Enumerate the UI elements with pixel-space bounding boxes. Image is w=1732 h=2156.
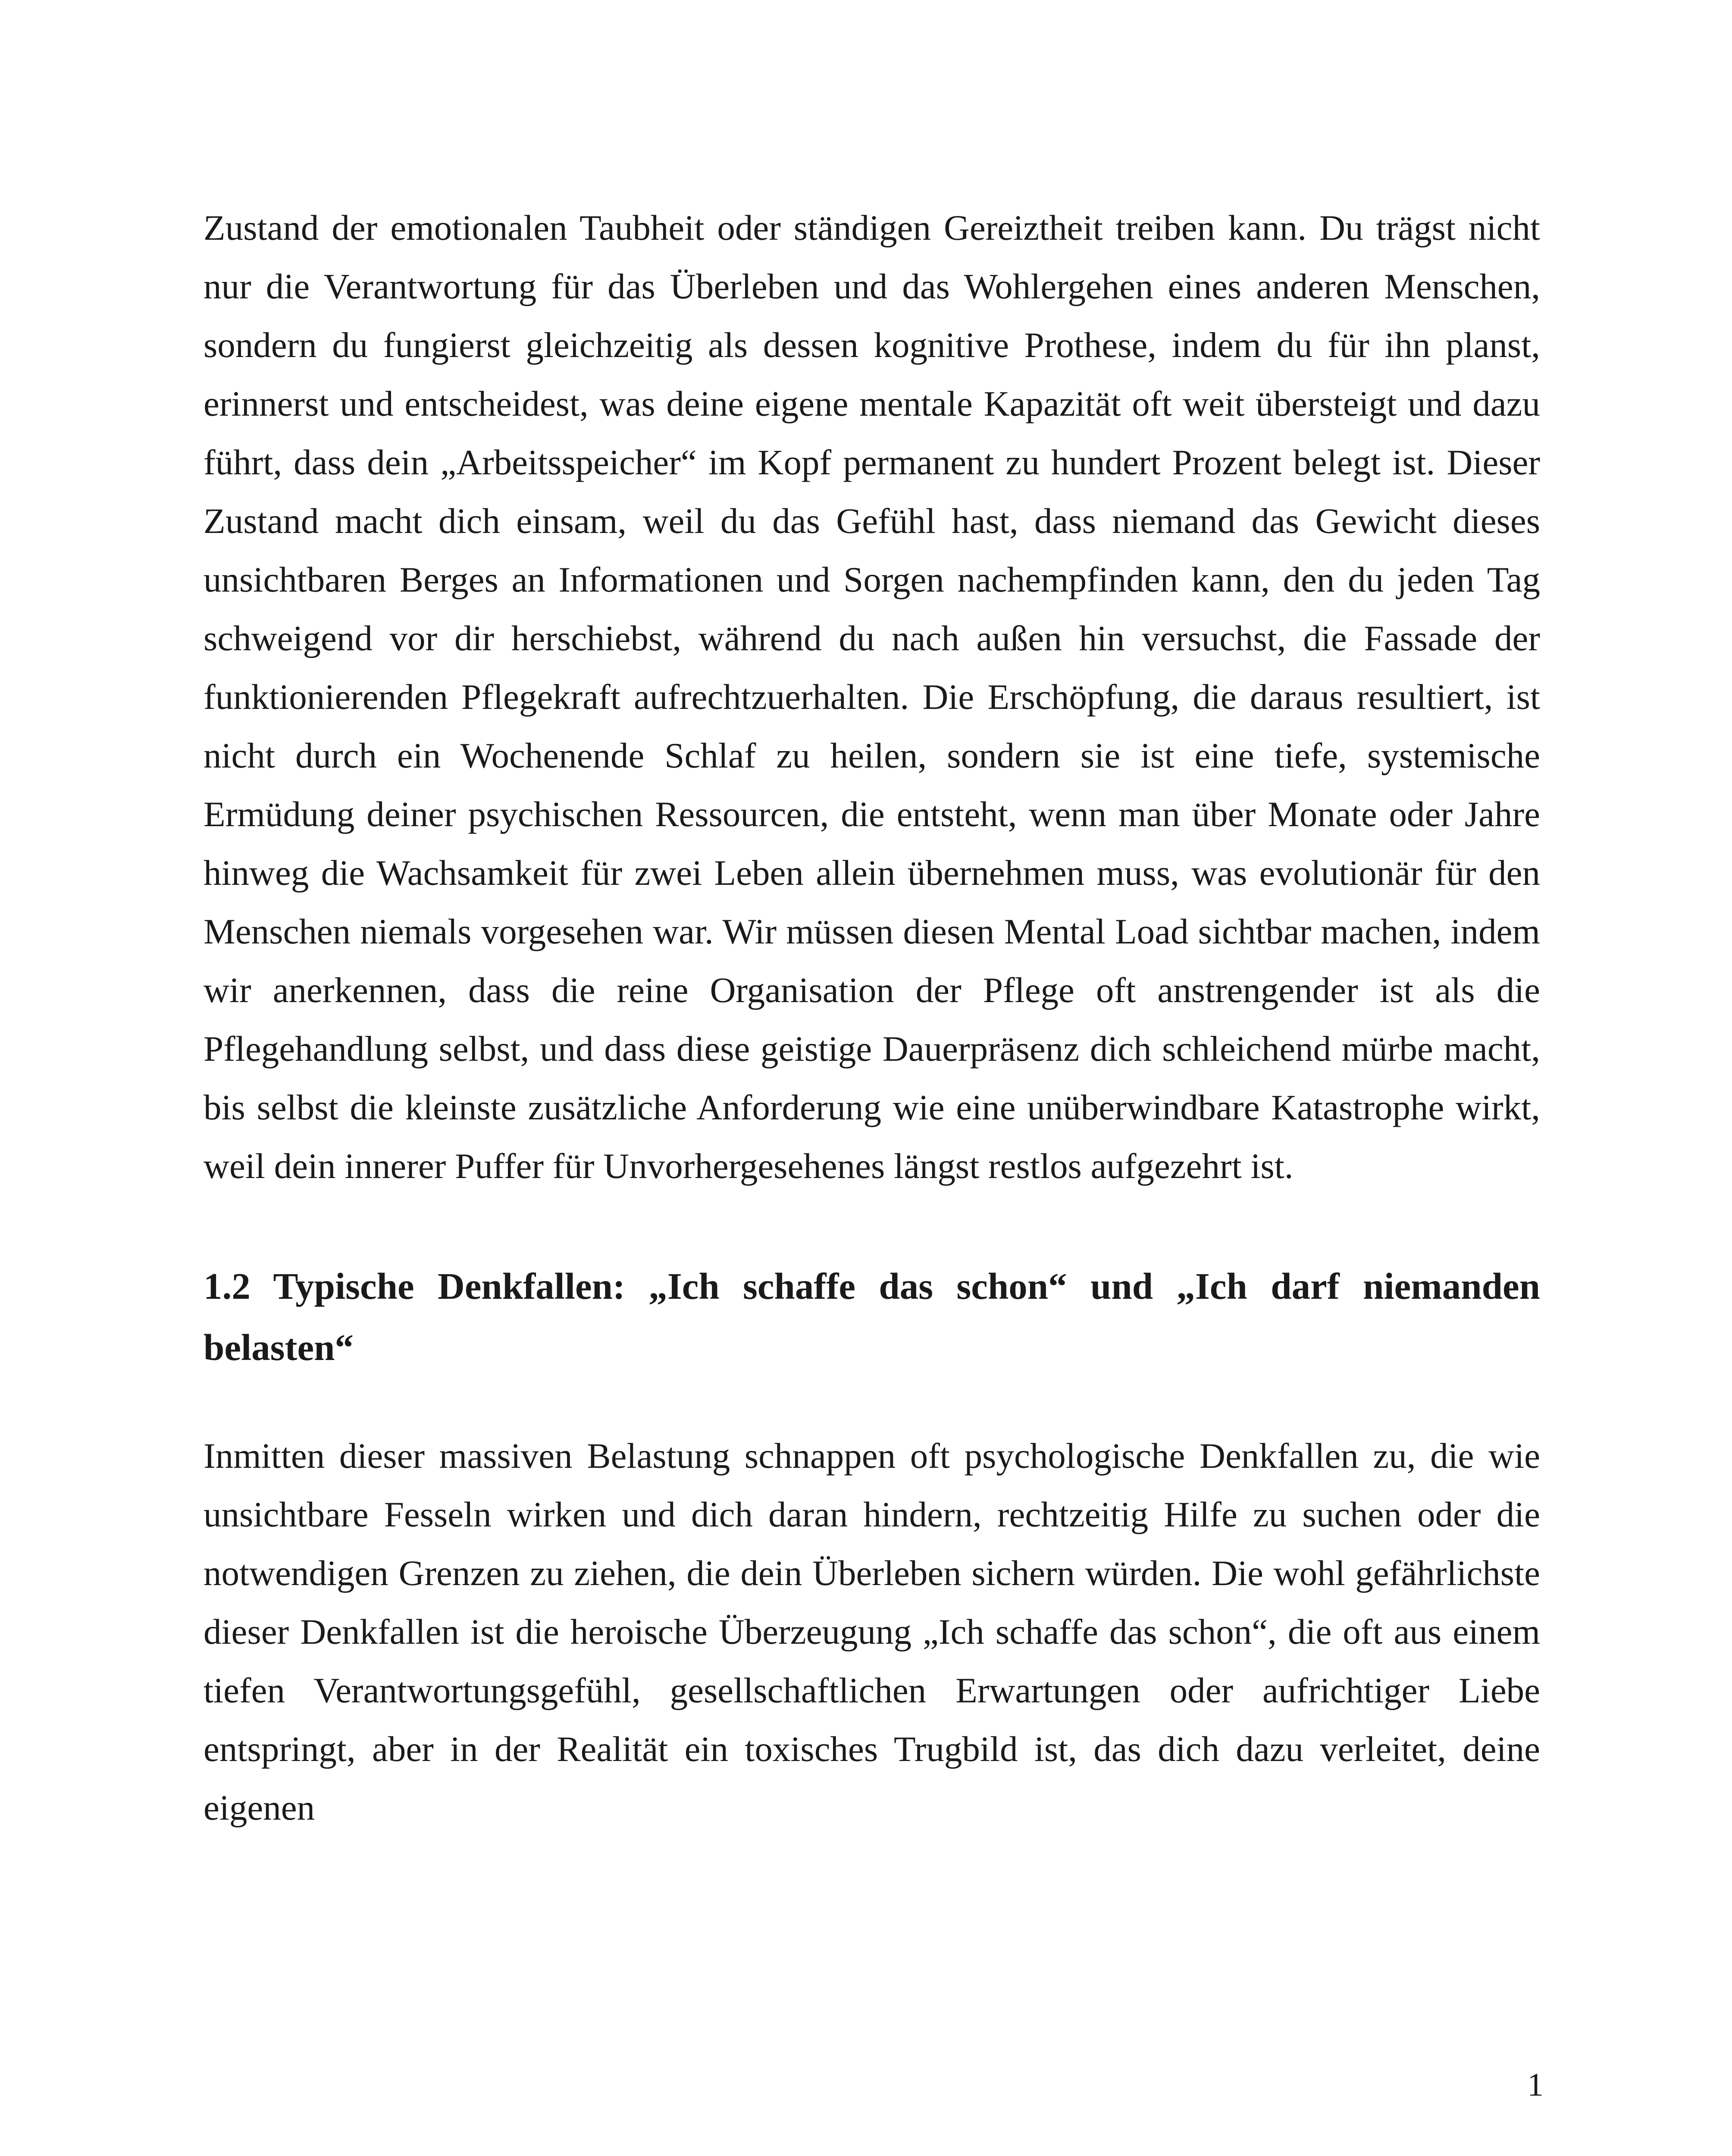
section-heading: 1.2 Typische Denkfallen: „Ich schaffe das schon“ und „Ich darf niemanden belasten“ <box>204 1265 1540 1368</box>
page-number: 1 <box>1527 2067 1544 2103</box>
page-content <box>204 198 1540 1837</box>
body-paragraph-2: Inmitten dieser massiven Belastung schnappen oft psychologische Denkfallen zu, die wie unsichtbare Fesseln wirken und dich daran hindern, rechtzeitig Hilfe zu suchen oder die notwendigen Grenzen zu ziehen, die dein Überleben sichern würden. Die wohl gefährlichste dieser Denkfallen ist die heroische Überzeugung „Ich schaffe das schon“, die oft aus einem tiefen Verantwortungsgefühl, gesellschaftlichen Erwartungen oder aufrichtiger Liebe entspringt, aber in der Realität ein toxisches Trugbild ist, das dich dazu verleitet, deine eigenen <box>204 1436 1540 1827</box>
body-paragraph-1: Zustand der emotionalen Taubheit oder ständigen Gereiztheit treiben kann. Du trägst nicht nur die Verantwortung für das Überleben und das Wohlergehen eines anderen Menschen, sondern du fungierst gleichzeitig als dessen kognitive Prothese, indem du für ihn planst, erinnerst und entscheidest, was deine eigene mentale Kapazität oft weit übersteigt und dazu führt, dass dein „Arbeitsspeicher“ im Kopf permanent zu hundert Prozent belegt ist. Dieser Zustand macht dich einsam, weil du das Gefühl hast, dass niemand das Gewicht dieses unsichtbaren Berges an Informationen und Sorgen nachempfinden kann, den du jeden Tag schweigend vor dir herschiebst, während du nach außen hin versuchst, die Fassade der funktionierenden Pflegekraft aufrechtzuerhalten. Die Erschöpfung, die daraus resultiert, ist nicht durch ein Wochenende Schlaf zu heilen, sondern sie ist eine tiefe, systemische Ermüdung deiner psychischen Ressourcen, die entsteht, wenn man über Monate oder Jahre hinweg die Wachsamkeit für zwei Leben allein übernehmen muss, was evolutionär für den Menschen niemals vorgesehen war. Wir müssen diesen Mental Load sichtbar machen, indem wir anerkennen, dass die reine Organisation der Pflege oft anstrengender ist als die Pflegehandlung selbst, und dass diese geistige Dauerpräsenz dich schleichend mürbe macht, bis selbst die kleinste zusätzliche Anforderung wie eine unüberwindbare Katastrophe wirkt, weil dein innerer Puffer für Unvorhergesehenes längst restlos aufgezehrt ist. <box>204 208 1540 1186</box>
